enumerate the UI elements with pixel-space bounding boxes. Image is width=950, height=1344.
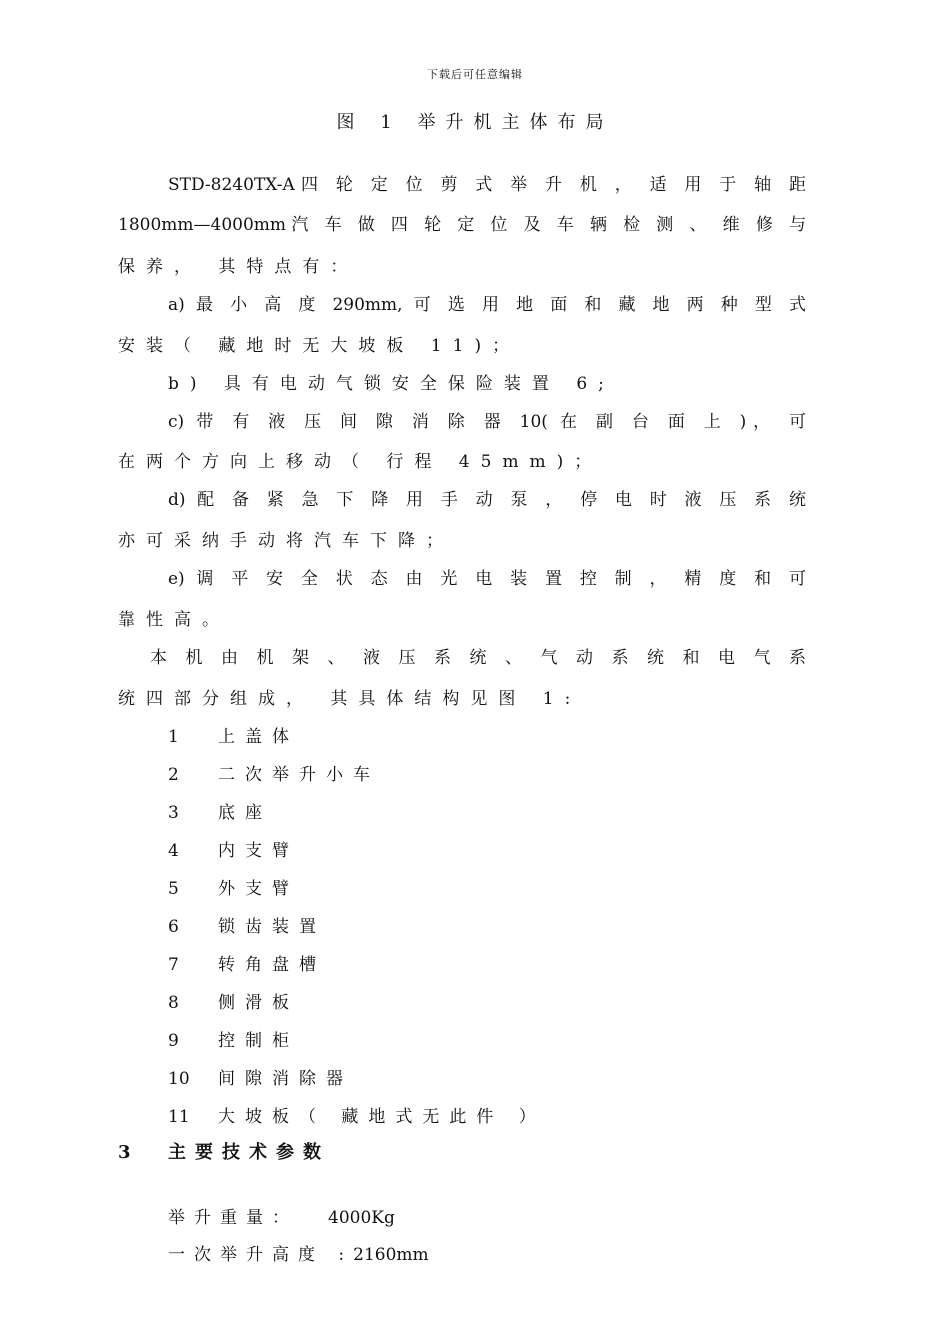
param-label: 举升重量： — [168, 1208, 298, 1228]
part-name: 转角盘槽 — [218, 955, 326, 975]
list-item — [168, 1026, 299, 1051]
feature-c-line-2: 在两个方向上移动（ 行程 45mm)； — [118, 452, 603, 472]
section-heading — [118, 1138, 330, 1164]
param-value: 2160mm — [353, 1245, 429, 1265]
part-number: 8 — [168, 993, 179, 1013]
list-item — [168, 760, 380, 785]
feature-e-line-1: e) 调 平 安 全 状 态 由 光 电 装 置 控 制 ， 精 度 和 可 — [168, 569, 806, 589]
feature-d-line-2: 亦可采纳手动将汽车下降； — [118, 531, 454, 551]
part-number: 11 — [168, 1107, 190, 1127]
part-name: 控制柜 — [218, 1031, 299, 1051]
part-name: 外支臂 — [218, 879, 299, 899]
section-title: 主要技术参数 — [168, 1142, 330, 1163]
part-number: 5 — [168, 879, 179, 899]
part-number: 9 — [168, 1031, 179, 1051]
figure-caption: 图 1 举升机主体布局 — [336, 112, 614, 133]
list-item — [168, 836, 299, 861]
list-item — [168, 798, 272, 823]
part-number: 4 — [168, 841, 179, 861]
part-number: 10 — [168, 1069, 190, 1089]
intro-line-1: STD-8240TX-A四 轮 定 位 剪 式 举 升 机 ， 适 用 于 轴 距 — [168, 175, 806, 195]
part-name: 侧滑板 — [218, 993, 299, 1013]
part-name: 上盖体 — [218, 727, 299, 747]
feature-b: b) 具有电动气锁安全保险装置 6; — [168, 374, 615, 394]
list-item — [168, 874, 299, 899]
list-item — [168, 1064, 353, 1089]
feature-c-line-1: c) 带 有 液 压 间 隙 消 除 器 10( 在 副 台 面 上 )， 可 — [168, 412, 806, 432]
intro-line-3: 保养， 其特点有： — [118, 257, 359, 277]
structure-line-2: 统四部分组成， 其具体结构见图 1: — [118, 689, 582, 709]
part-number: 7 — [168, 955, 179, 975]
feature-a-line-2: 安装（ 藏地时无大坡板 11)； — [118, 336, 521, 356]
param-row — [168, 1240, 429, 1265]
part-name: 内支臂 — [218, 841, 299, 861]
part-name: 间隙消除器 — [218, 1069, 353, 1089]
feature-e-line-2: 靠性高。 — [118, 610, 230, 630]
page-header: 下载后可任意编辑 — [427, 68, 523, 81]
intro-line-2: 1800mm—4000mm汽 车 做 四 轮 定 位 及 车 辆 检 测 、 维 修 与 — [118, 215, 806, 235]
param-row — [168, 1203, 395, 1228]
part-number: 3 — [168, 803, 179, 823]
part-name: 二次举升小车 — [218, 765, 380, 785]
part-number: 1 — [168, 727, 179, 747]
list-item — [168, 912, 326, 937]
feature-a-line-1: a) 最 小 高 度 290mm, 可 选 用 地 面 和 藏 地 两 种 型 式 — [168, 295, 806, 315]
part-name: 大坡板（ 藏地式无此件 ） — [218, 1107, 546, 1127]
section-number: 3 — [118, 1142, 131, 1163]
part-name: 底座 — [218, 803, 272, 823]
part-name: 锁齿装置 — [218, 917, 326, 937]
structure-line-1: 本 机 由 机 架 、 液 压 系 统 、 气 动 系 统 和 电 气 系 — [150, 648, 806, 668]
list-item — [168, 988, 299, 1013]
param-label: 一次举升高度 : — [168, 1245, 354, 1265]
part-number: 2 — [168, 765, 179, 785]
param-value: 4000Kg — [328, 1208, 395, 1228]
list-item — [168, 722, 299, 747]
feature-d-line-1: d) 配 备 紧 急 下 降 用 手 动 泵 ， 停 电 时 液 压 系 统 — [168, 490, 806, 510]
list-item — [168, 950, 326, 975]
part-number: 6 — [168, 917, 179, 937]
list-item — [168, 1102, 546, 1127]
